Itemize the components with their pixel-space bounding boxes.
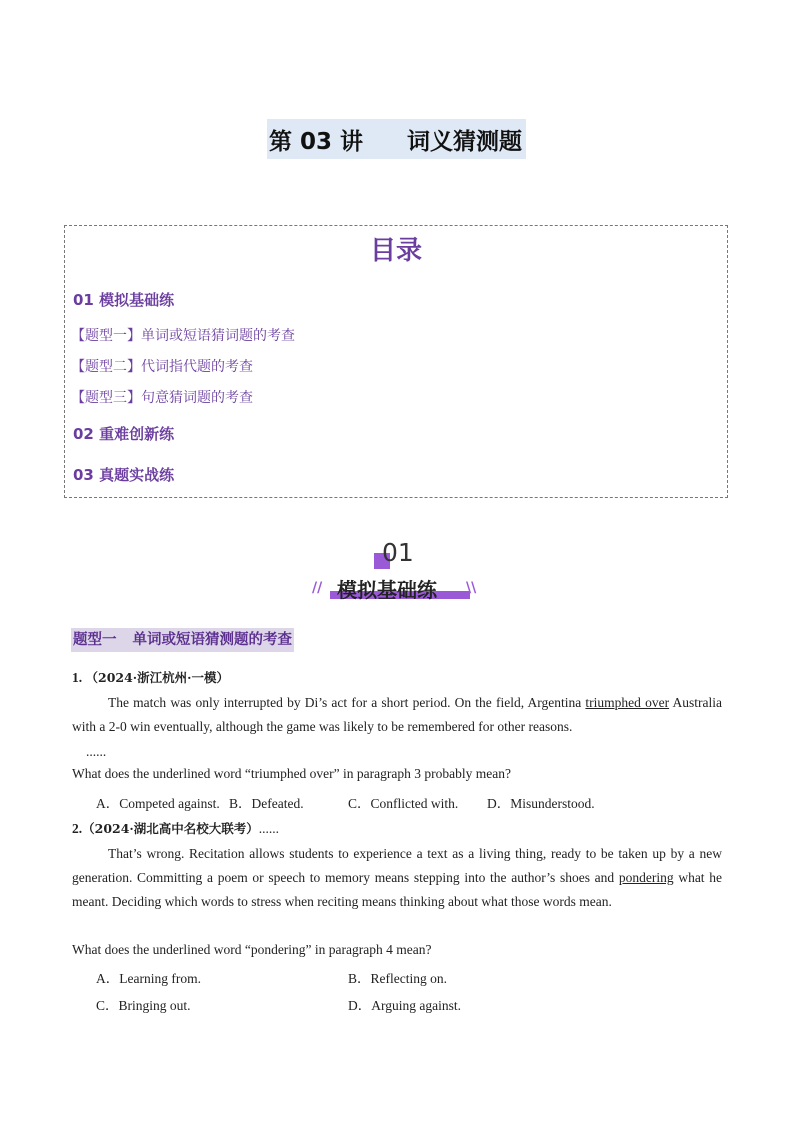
question-1-number: 1. [72, 670, 83, 685]
question-2-option-a[interactable]: A．Learning from. [96, 971, 201, 986]
question-1-ellipsis: ...... [86, 744, 107, 759]
question-2-source-ellipsis: ...... [258, 821, 280, 836]
question-1-underlined-word: triumphed over [585, 695, 670, 710]
question-2-header [72, 819, 279, 837]
section-title-banner [312, 574, 482, 604]
question-1-passage: The match was only interrupted by Di’s act for a short period. On the field, Argentina triumphed over Australia with a 2-0 win eventually, although the game was likely to be remembered for other reasons. [72, 695, 722, 734]
right-slash-decoration: \\ [466, 580, 477, 596]
question-2-passage: That’s wrong. Recitation allows students to experience a text as a living thing, ready to be taken up by a new generation. Committing a poem or speech to memory means stepping into the author’s shoes and pondering what he meant. Deciding which words to stress when reciting means thinking about what those words mean. [72, 846, 723, 909]
question-2-prompt: What does the underlined word “pondering” in paragraph 4 mean? [72, 942, 432, 957]
table-of-contents [64, 225, 728, 498]
question-1-option-c[interactable]: C．Conflicted with. [348, 796, 459, 811]
toc-item-type-two[interactable]: 【题型二】代词指代题的考查 [71, 359, 253, 375]
question-1-header [72, 668, 229, 686]
toc-heading: 目录 [369, 236, 422, 266]
toc-item-practice-advanced[interactable]: 02 重难创新练 [73, 425, 175, 443]
question-1-option-b[interactable]: B．Defeated. [229, 796, 304, 811]
question-2-number: 2. [72, 821, 83, 836]
toc-item-practice-basic[interactable]: 01 模拟基础练 [73, 291, 175, 309]
section-number-badge [372, 538, 422, 572]
lesson-title [267, 119, 526, 159]
toc-item-type-three[interactable]: 【题型三】句意猜词题的考查 [71, 390, 253, 406]
question-2-source: （2024·湖北高中名校大联考） [82, 821, 259, 836]
lesson-number: 第 03 讲 [269, 128, 364, 155]
lesson-topic: 词义猜测题 [407, 128, 523, 155]
toc-item-practice-real[interactable]: 03 真题实战练 [73, 466, 175, 484]
section-number: 01 [382, 538, 414, 567]
question-type-heading [71, 628, 294, 652]
question-type-description: 单词或短语猜测题的考查 [132, 632, 292, 648]
section-title: 模拟基础练 [337, 578, 437, 602]
question-2-option-c[interactable]: C．Bringing out. [96, 998, 191, 1013]
question-1-source: （2024·浙江杭州·一模） [85, 670, 229, 685]
question-2-underlined-word: pondering [618, 870, 674, 885]
question-1-option-a[interactable]: A．Competed against. [96, 796, 220, 811]
question-type-label: 题型一 [73, 632, 117, 648]
question-1-prompt: What does the underlined word “triumphed over” in paragraph 3 probably mean? [72, 766, 511, 781]
question-1-option-d[interactable]: D．Misunderstood. [487, 796, 595, 811]
left-slash-decoration: // [312, 580, 323, 596]
toc-item-type-one[interactable]: 【题型一】单词或短语猜词题的考查 [71, 328, 295, 344]
question-2-option-d[interactable]: D．Arguing against. [348, 998, 461, 1013]
question-2-option-b[interactable]: B．Reflecting on. [348, 971, 447, 986]
